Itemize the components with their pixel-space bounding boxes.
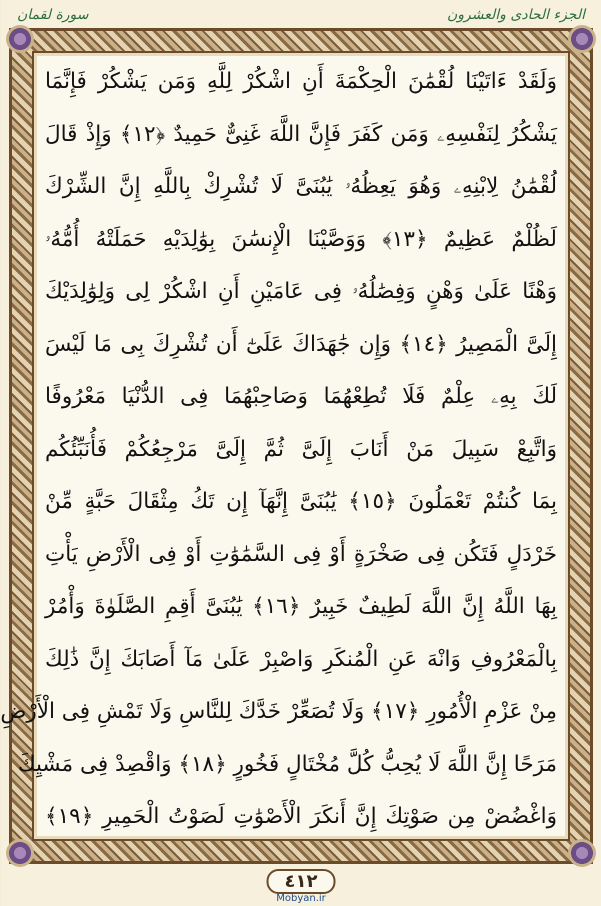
corner-ornament-icon	[568, 839, 596, 867]
page-header	[17, 4, 585, 26]
text-line: وَلَقَدْ ءَاتَيْنَا لُقْمَٰنَ الْحِكْمَةَ أَنِ اشْكُرْ لِلَّهِ وَمَن يَشْكُرْ فَإِنَّمَا	[45, 69, 557, 94]
corner-ornament-icon	[6, 839, 34, 867]
quran-text	[0, 56, 557, 844]
text-line: لُقْمَٰنُ لِابْنِهِۦ وَهُوَ يَعِظُهُۥ يَٰبُنَىَّ لَا تُشْرِكْ بِاللَّهِ إِنَّ الشِّرْكَ	[45, 174, 557, 199]
text-line: لَكَ بِهِۦ عِلْمٌ فَلَا تُطِعْهُمَا وَصَاحِبْهُمَا فِى الدُّنْيَا مَعْرُوفًا	[45, 384, 557, 409]
mushaf-page	[1, 0, 601, 906]
text-line: وَاتَّبِعْ سَبِيلَ مَنْ أَنَابَ إِلَىَّ ثُمَّ إِلَىَّ مَرْجِعُكُمْ فَأُنَبِّئُكُم	[45, 436, 557, 462]
text-line: بِالْمَعْرُوفِ وَانْهَ عَنِ الْمُنكَرِ وَاصْبِرْ عَلَىٰ مَآ أَصَابَكَ إِنَّ ذَٰلِكَ	[45, 646, 557, 672]
corner-ornament-icon	[568, 25, 596, 53]
page-number: ٤١٢	[267, 869, 336, 894]
surah-title: سورة لقمان	[17, 7, 89, 23]
site-watermark: Mobyan.ir	[276, 893, 326, 904]
text-line: بِهَا اللَّهُ إِنَّ اللَّهَ لَطِيفٌ خَبِيرٌ ﴿١٦﴾ يَٰبُنَىَّ أَقِمِ الصَّلَوٰةَ وَأْمُرْ	[45, 594, 557, 619]
corner-ornament-icon	[6, 25, 34, 53]
text-line: يَشْكُرُ لِنَفْسِهِۦ وَمَن كَفَرَ فَإِنَّ اللَّهَ غَنِىٌّ حَمِيدٌ ﴿١٢﴾ وَإِذْ قَالَ	[45, 121, 557, 147]
text-line: مِنْ عَزْمِ الْأُمُورِ ﴿١٧﴾ وَلَا تُصَعِّرْ خَدَّكَ لِلنَّاسِ وَلَا تَمْشِ فِى الْأَرْضِ	[0, 699, 557, 724]
text-line: وَاغْضُضْ مِن صَوْتِكَ إِنَّ أَنكَرَ الْأَصْوَٰتِ لَصَوْتُ الْحَمِيرِ ﴿١٩﴾	[45, 804, 557, 829]
juz-title: الجزء الحادى والعشرون	[447, 7, 585, 23]
text-line: مَرَحًا إِنَّ اللَّهَ لَا يُحِبُّ كُلَّ مُخْتَالٍ فَخُورٍ ﴿١٨﴾ وَاقْصِدْ فِى مَشْيِكَ	[17, 751, 557, 777]
text-line: وَهْنًا عَلَىٰ وَهْنٍ وَفِصَٰلُهُۥ فِى عَامَيْنِ أَنِ اشْكُرْ لِى وَلِوَٰلِدَيْكَ	[45, 279, 557, 304]
text-line: خَرْدَلٍ فَتَكُن فِى صَخْرَةٍ أَوْ فِى السَّمَٰوَٰتِ أَوْ فِى الْأَرْضِ يَأْتِ	[45, 541, 557, 567]
text-line: بِمَا كُنتُمْ تَعْمَلُونَ ﴿١٥﴾ يَٰبُنَىَّ إِنَّهَآ إِن تَكُ مِثْقَالَ حَبَّةٍ مِّنْ	[45, 489, 557, 514]
text-line: لَظُلْمٌ عَظِيمٌ ﴿١٣﴾ وَوَصَّيْنَا الْإِنسَٰنَ بِوَٰلِدَيْهِ حَمَلَتْهُ أُمُّهُۥ	[45, 226, 557, 252]
page-footer	[1, 870, 601, 904]
text-line: إِلَىَّ الْمَصِيرُ ﴿١٤﴾ وَإِن جَٰهَدَاكَ عَلَىٰٓ أَن تُشْرِكَ بِى مَا لَيْسَ	[45, 331, 557, 357]
